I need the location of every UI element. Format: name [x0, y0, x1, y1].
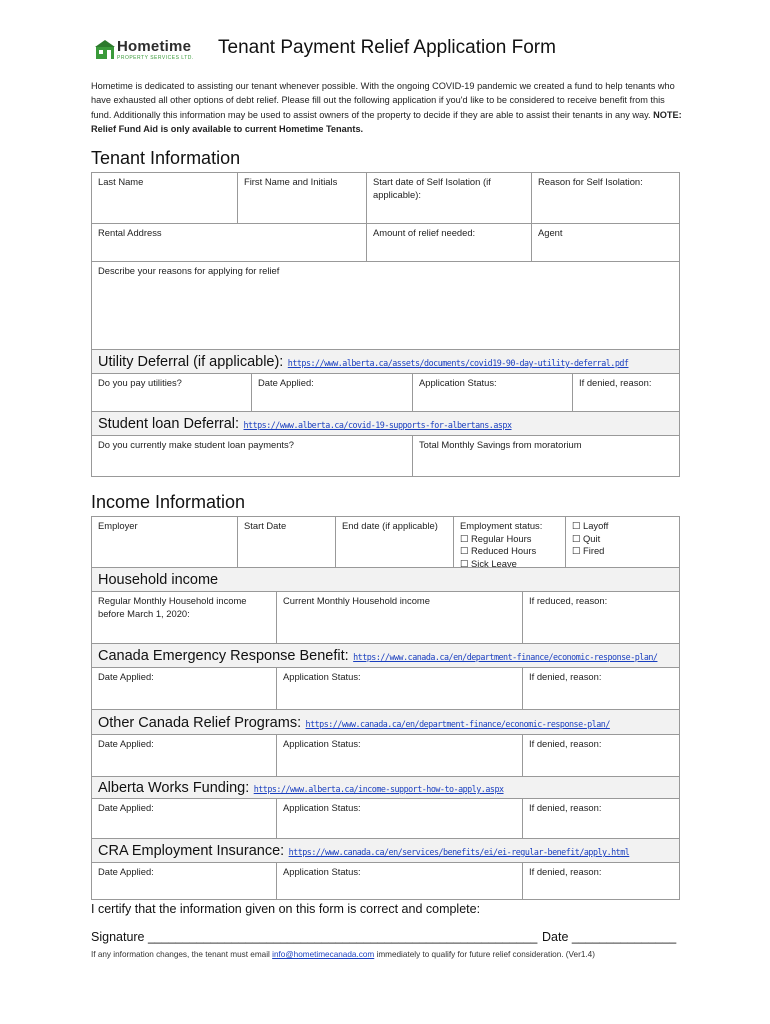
alberta-works-status-label: Application Status: — [283, 802, 361, 813]
income-info-heading: Income Information — [91, 492, 246, 512]
cra-ei-heading: CRA Employment Insurance: — [98, 843, 285, 859]
pay-utilities-field[interactable] — [92, 374, 252, 412]
employment-status-group — [454, 517, 566, 568]
alberta-works-link[interactable]: https://www.alberta.ca/income-support-how-to-apply.aspx — [253, 784, 504, 794]
date-line[interactable]: Date _______________ — [542, 930, 677, 944]
cra-ei-date-field[interactable] — [92, 863, 277, 899]
cerb-band — [92, 644, 679, 668]
household-heading: Household income — [98, 572, 219, 588]
cerb-link[interactable]: https://www.canada.ca/en/department-finance/economic-response-plan/ — [353, 652, 658, 662]
checkbox-sick-leave[interactable]: ☐ Sick Leave — [460, 557, 517, 569]
isolation-reason-label: Reason for Self Isolation: — [538, 176, 643, 187]
utility-heading: Utility Deferral (if applicable): — [98, 354, 284, 370]
utility-date-applied-field[interactable] — [252, 374, 413, 412]
cerb-heading: Canada Emergency Response Benefit: — [98, 648, 349, 664]
other-relief-status-field[interactable] — [277, 735, 523, 777]
footer-note-prefix: If any information changes, the tenant must email — [91, 950, 273, 959]
student-savings-label: Total Monthly Savings from moratorium — [419, 439, 582, 450]
alberta-works-status-field[interactable] — [277, 799, 523, 839]
agent-field[interactable] — [532, 224, 679, 262]
rental-address-label: Rental Address — [98, 227, 162, 238]
cerb-status-label: Application Status: — [283, 671, 361, 682]
house-logo-icon — [95, 40, 115, 60]
employment-start-field[interactable] — [238, 517, 336, 568]
alberta-works-date-label: Date Applied: — [98, 802, 154, 813]
reasons-label: Describe your reasons for applying for relief — [98, 265, 280, 276]
employment-end-label: End date (if applicable) — [342, 520, 438, 531]
utility-denied-label: If denied, reason: — [579, 377, 652, 388]
utility-status-field[interactable] — [413, 374, 573, 412]
intro-text: Hometime is dedicated to assisting our tenant whenever possible. With the ongoing COVID-19 pandemic we created a fund to help tenants who have exhausted all other options of debt relief. Please fill out the following application if you'd like to be considered to receive benefit from this fund. Additionally this information may be used to assist owners of the property to decide if they are able to assist their tenants in any way. — [91, 81, 675, 120]
other-relief-date-field[interactable] — [92, 735, 277, 777]
student-savings-field[interactable] — [413, 436, 679, 476]
alberta-works-band — [92, 777, 679, 799]
student-payments-field[interactable] — [92, 436, 413, 476]
utility-status-label: Application Status: — [419, 377, 497, 388]
student-link[interactable]: https://www.alberta.ca/covid-19-supports-for-albertans.aspx — [243, 420, 512, 430]
footer-note-suffix: immediately to qualify for future relief consideration. (Ver1.4) — [374, 950, 595, 959]
student-heading: Student loan Deferral: — [98, 416, 240, 432]
employer-label: Employer — [98, 520, 138, 531]
isolation-start-label: Start date of Self Isolation (if applicable): — [373, 176, 491, 200]
alberta-works-denied-field[interactable] — [523, 799, 679, 839]
cra-ei-denied-field[interactable] — [523, 863, 679, 899]
cra-ei-status-label: Application Status: — [283, 866, 361, 877]
utility-date-applied-label: Date Applied: — [258, 377, 314, 388]
last-name-field[interactable] — [92, 173, 238, 224]
cra-ei-date-label: Date Applied: — [98, 866, 154, 877]
cerb-date-label: Date Applied: — [98, 671, 154, 682]
reasons-field[interactable] — [92, 262, 679, 350]
signature-line[interactable]: Signature ________________________________________________________ — [91, 930, 538, 944]
employment-status-label: Employment status: — [460, 520, 543, 531]
current-income-field[interactable] — [277, 592, 523, 644]
student-loan-band — [92, 412, 679, 436]
logo-subtext: PROPERTY SERVICES LTD. — [117, 55, 194, 61]
reduced-reason-field[interactable] — [523, 592, 679, 644]
cra-ei-status-field[interactable] — [277, 863, 523, 899]
checkbox-reduced-hours[interactable]: ☐ Reduced Hours — [460, 545, 537, 556]
employment-end-field[interactable] — [336, 517, 454, 568]
other-relief-date-label: Date Applied: — [98, 738, 154, 749]
contact-email-link[interactable]: info@hometimecanada.com — [272, 950, 375, 959]
utility-denied-field[interactable] — [573, 374, 679, 412]
reduced-reason-label: If reduced, reason: — [529, 595, 608, 606]
checkbox-layoff[interactable]: ☐ Layoff — [572, 520, 609, 531]
employer-field[interactable] — [92, 517, 238, 568]
alberta-works-date-field[interactable] — [92, 799, 277, 839]
cerb-denied-field[interactable] — [523, 668, 679, 710]
cerb-date-field[interactable] — [92, 668, 277, 710]
agent-label: Agent — [538, 227, 563, 238]
current-income-label: Current Monthly Household income — [283, 595, 430, 606]
company-logo — [95, 38, 195, 64]
other-relief-denied-label: If denied, reason: — [529, 738, 602, 749]
certify-statement: I certify that the information given on this form is correct and complete: — [91, 902, 481, 916]
employment-status-group-2 — [566, 517, 679, 568]
tenant-info-heading: Tenant Information — [91, 148, 241, 168]
other-relief-heading: Other Canada Relief Programs: — [98, 715, 302, 731]
employment-start-label: Start Date — [244, 520, 287, 531]
cra-ei-denied-label: If denied, reason: — [529, 866, 602, 877]
page-title: Tenant Payment Relief Application Form — [218, 37, 556, 58]
cra-ei-band — [92, 839, 679, 863]
regular-income-label: Regular Monthly Household income before March 1, 2020: — [98, 595, 247, 619]
relief-amount-field[interactable] — [367, 224, 532, 262]
other-relief-link[interactable]: https://www.canada.ca/en/department-finance/economic-response-plan/ — [305, 719, 610, 729]
isolation-reason-field[interactable] — [532, 173, 679, 224]
other-relief-band — [92, 710, 679, 735]
utility-link[interactable]: https://www.alberta.ca/assets/documents/covid19-90-day-utility-deferral.pdf — [287, 358, 629, 368]
footer-note — [91, 950, 595, 959]
alberta-works-denied-label: If denied, reason: — [529, 802, 602, 813]
intro-paragraph — [91, 79, 683, 136]
student-payments-label: Do you currently make student loan payments? — [98, 439, 294, 450]
rental-address-field[interactable] — [92, 224, 367, 262]
other-relief-status-label: Application Status: — [283, 738, 361, 749]
isolation-start-field[interactable] — [367, 173, 532, 224]
checkbox-regular-hours[interactable]: ☐ Regular Hours — [460, 532, 532, 544]
household-income-band — [92, 568, 679, 592]
pay-utilities-label: Do you pay utilities? — [98, 377, 182, 388]
checkbox-fired[interactable]: ☐ Fired — [572, 545, 605, 556]
regular-income-field[interactable] — [92, 592, 277, 644]
cerb-status-field[interactable] — [277, 668, 523, 710]
logo-text: Hometime — [117, 38, 192, 55]
first-name-field[interactable] — [238, 173, 367, 224]
other-relief-denied-field[interactable] — [523, 735, 679, 777]
checkbox-quit[interactable]: ☐ Quit — [572, 532, 601, 544]
income-info-table — [91, 516, 680, 900]
relief-amount-label: Amount of relief needed: — [373, 227, 476, 238]
last-name-label: Last Name — [98, 176, 144, 187]
cra-ei-link[interactable]: https://www.canada.ca/en/services/benefits/ei/ei-regular-benefit/apply.html — [288, 847, 630, 857]
alberta-works-heading: Alberta Works Funding: — [98, 780, 250, 796]
utility-deferral-band — [92, 350, 679, 374]
intro-note: NOTE: Relief Fund Aid is only available to current Hometime Tenants. — [91, 109, 682, 134]
tenant-info-table — [91, 172, 680, 477]
first-name-label: First Name and Initials — [244, 176, 338, 187]
cerb-denied-label: If denied, reason: — [529, 671, 602, 682]
